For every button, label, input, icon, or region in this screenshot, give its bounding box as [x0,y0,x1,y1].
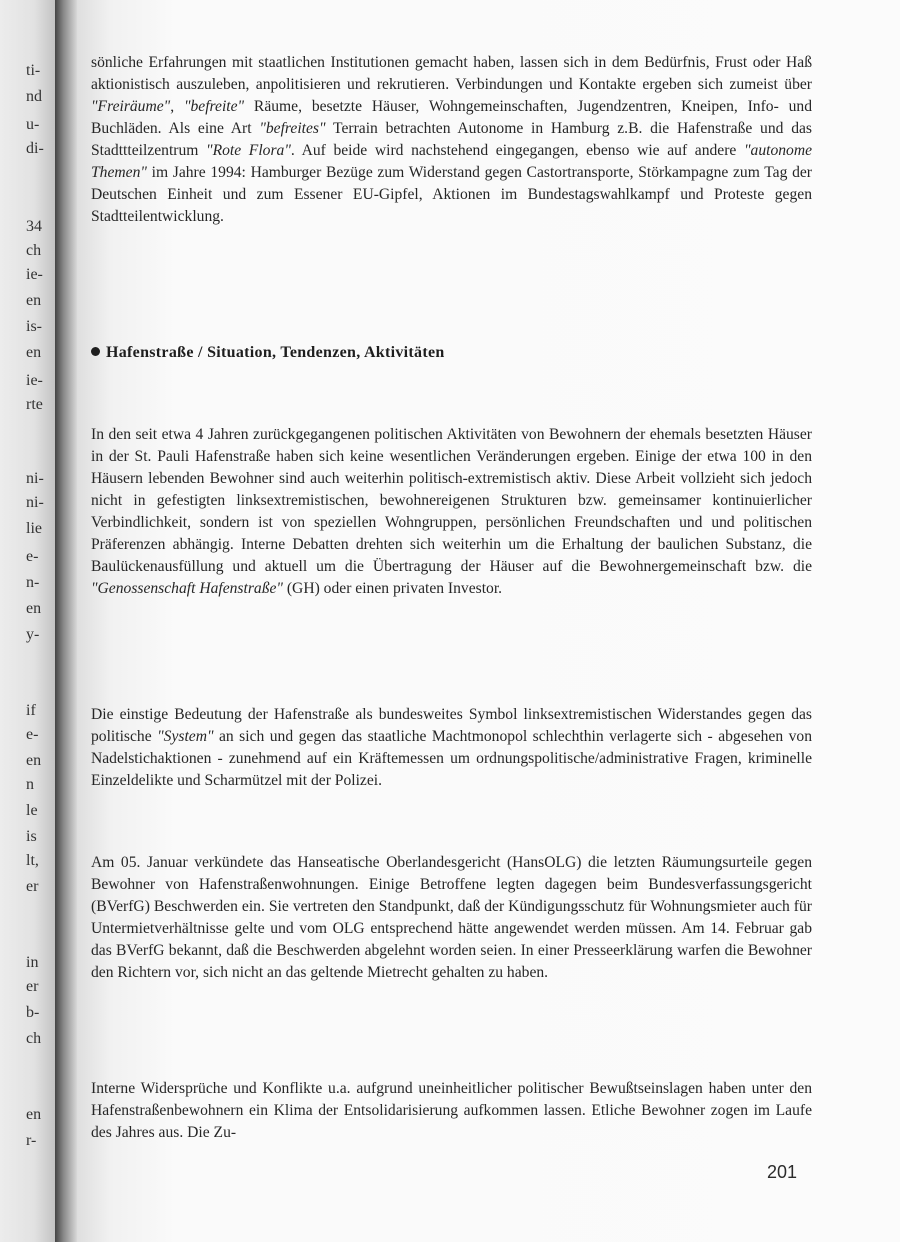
intro-text: Terrain betrachten Autonome in Hamburg z.B. die Hafenstraße und das Stadttteilzentrum [91,120,812,159]
section-heading-text: Hafenstraße / Situation, Tendenzen, Aktivitäten [106,344,445,361]
margin-fragment: rte [26,396,43,413]
intro-text: sönliche Erfahrungen mit staatlichen Institutionen gemacht haben, lassen sich in dem Bedürfnis, Frust oder Haß aktionistisch auszuleben, anpolitisieren und rekrutieren. Verbindungen und Kontakte ergeben sich zumeist über [91,54,812,93]
margin-fragment: r- [26,1132,37,1149]
paragraph-text: Die einstige Bedeutung der Hafenstraße als bundesweites Symbol linksextremistischen Widerstandes gegen das politische [91,706,812,745]
paragraph-text: an sich und gegen das staatliche Machtmonopol schlechthin verlagerte sich - abgesehen von Nadelstichaktionen - zunehmend auf ein Kräftemessen um ordnungspolitische/administrative Fragen, kriminelle Einzeldelikte und Scharmützel mit der Polizei. [91,728,812,789]
intro-text: im Jahre 1994: Hamburger Bezüge zum Widerstand gegen Castortransporte, Störkampagne zum Tag der Deutschen Einheit und zum Essener EU-Gipfel, Aktionen im Bundestagswahlkampf und Proteste gegen Stadtteilentwicklung. [91,164,812,225]
margin-fragment: n [26,776,34,793]
margin-fragment: e- [26,548,39,565]
paragraph-court-rulings: Am 05. Januar verkündete das Hanseatische Oberlandesgericht (HansOLG) die letzten Räumungsurteile gegen Bewohner von Hafenstraßenwohnungen. Einige Betroffene legten dagegen beim Bundesverfassungsgericht (BVerfG) Beschwerden ein. Sie vertreten den Standpunkt, daß der Kündigungsschutz für Wohnungsmieter auch für Untermietverhältnisse gelte und vom OLG entsprechend hätte angewendet werden müssen. Am 14. Februar gab das BVerfG bekannt, daß die Beschwerden abgelehnt worden seien. In einer Presseerklärung warfen die Bewohner den Richtern vor, sich nicht an das geltende Mietrecht gehalten zu haben. [91,854,812,981]
margin-fragment: nd [26,88,42,105]
intro-emphasis: "befreite" [183,98,245,115]
page-number: 201 [767,1162,798,1182]
margin-fragment: en [26,292,42,309]
paragraph-text: In den seit etwa 4 Jahren zurückgegangenen politischen Aktivitäten von Bewohnern der ehemals besetzten Häuser in der St. Pauli Hafenstraße haben sich keine wesentlichen Veränderungen ergeben. Einige der etwa 100 in den Häusern lebenden Bewohner sind auch weiterhin politisch-extremistisch aktiv. Diese Arbeit vollzieht sich jedoch nicht in gefestigten linksextremistischen, bewohnereigenen Strukturen bzw. gemeinsamer kontinuierlicher Verbindlichkeit, sondern ist von speziellen Wohngruppen, persönlichen Freundschaften und und politischen Präferenzen abhängig. Interne Debatten drehten sich weiterhin um die Erhaltung der baulichen Substanz, die Baulückenausfüllung und aktuell um die Übertragung der Häuser auf die Bewohnergemeinschaft bzw. die [91,426,812,575]
margin-fragment: is- [26,318,42,335]
intro-emphasis: "Rote Flora" [206,142,291,159]
paragraph-emphasis: "Genossenschaft Hafenstraße" [91,580,283,597]
margin-fragment: er [26,978,39,995]
intro-emphasis: "autonome Themen" [91,142,813,181]
margin-fragment: lie [26,520,42,537]
margin-fragment: if [26,702,36,719]
intro-text: , [170,98,184,115]
margin-fragment: er [26,878,39,895]
margin-fragment: lt, [26,852,39,869]
facing-page-strip [0,0,62,1242]
book-gutter [55,0,77,1242]
section-heading [91,344,811,362]
margin-fragment: ch [26,1030,42,1047]
margin-fragment: ni- [26,470,44,487]
paragraph-situation [91,424,812,600]
margin-fragment: 34 [26,218,42,235]
margin-fragment: n- [26,574,40,591]
margin-fragment: en [26,1106,42,1123]
margin-fragment: b- [26,1004,40,1021]
paragraph-conflicts: Interne Widersprüche und Konflikte u.a. aufgrund uneinheitlicher politischer Bewußtseinslagen haben unter den Hafenstraßenbewohnern ein Klima der Entsolidarisierung aufkommen lassen. Etliche Bewohner zogen im Laufe des Jahres aus. Die Zu- [91,1080,812,1141]
intro-paragraph [91,52,812,228]
margin-fragment: en [26,600,42,617]
intro-text: . Auf beide wird nachstehend eingegangen, ebenso wie auf andere [290,142,744,159]
margin-fragment: ie- [26,266,43,283]
margin-fragment: y- [26,626,40,643]
margin-fragment: is [26,828,37,845]
intro-text: Räume, besetzte Häuser, Wohngemeinschaften, Jugendzentren, Kneipen, Info- und Buchläden. Als eine Art [91,98,813,137]
margin-fragment: en [26,752,42,769]
intro-emphasis: "Freiräume" [91,98,171,115]
margin-fragment: ch [26,242,42,259]
margin-fragment: ie- [26,372,43,389]
paragraph-symbol [91,704,812,792]
intro-emphasis: "befreites" [259,120,326,137]
bullet-icon [91,347,100,356]
margin-fragment: di- [26,140,44,157]
paragraph-emphasis: "System" [157,728,214,745]
margin-fragment: u- [26,116,40,133]
margin-fragment: le [26,802,38,819]
margin-fragment: ti- [26,62,41,79]
margin-fragment: in [26,954,39,971]
margin-fragment: ni- [26,494,44,511]
margin-fragment: e- [26,726,39,743]
margin-fragment: en [26,344,42,361]
paragraph-text: (GH) oder einen privaten Investor. [282,580,503,597]
